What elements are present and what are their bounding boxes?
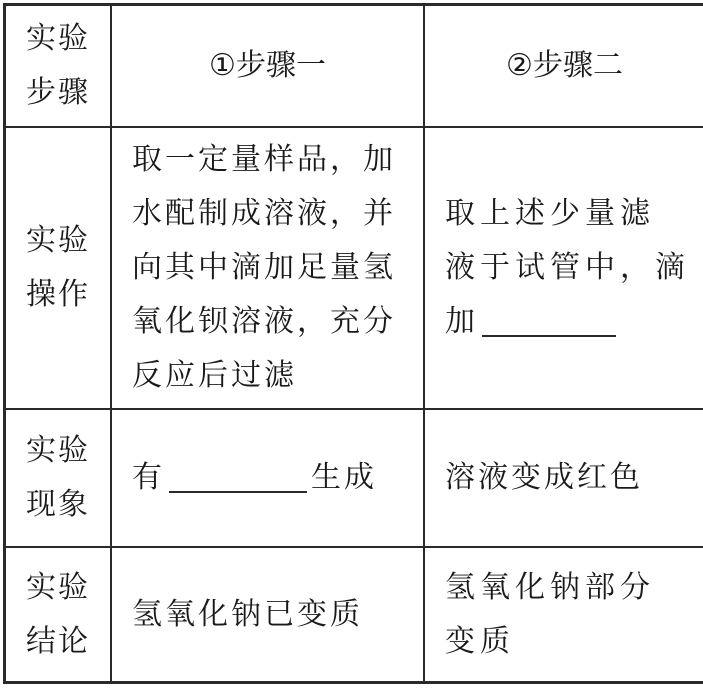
header-label-line2: 步骤 [26, 74, 90, 110]
operation-label-line2: 操作 [26, 276, 90, 312]
conclusion-row [5, 547, 703, 682]
header-label-line1: 实验 [26, 20, 90, 56]
precipitate-answer-blank[interactable] [169, 459, 307, 493]
header-row [5, 5, 703, 127]
reagent-answer-blank[interactable] [482, 303, 616, 337]
phenomenon-label-cell [5, 409, 112, 547]
step2-conclusion-line: 变质 [445, 623, 515, 659]
conclusion-label-line2: 结论 [26, 623, 90, 659]
step2-operation-line-with-blank [445, 295, 692, 349]
conclusion-label-line1: 实验 [26, 569, 90, 605]
step1-operation-line: 氧化钡溶液，充分 [132, 303, 396, 339]
step1-operation-line: 反应后过滤 [132, 357, 297, 393]
step2-header: ②步骤二 [424, 5, 703, 127]
step1-phenomenon-cell [111, 409, 424, 547]
step1-phenomenon-suffix: 生成 [311, 460, 377, 496]
step1-conclusion-cell: 氢氧化钠已变质 [111, 547, 424, 682]
step1-operation-line: 向其中滴加足量氢 [132, 249, 396, 285]
step2-operation-line: 液于试管中，滴 [445, 249, 690, 285]
step2-operation-line: 取上述少量滤 [445, 195, 655, 231]
step2-conclusion-line: 氢氧化钠部分 [445, 569, 655, 605]
step1-operation-cell [111, 127, 424, 409]
phenomenon-label-line1: 实验 [26, 433, 90, 469]
experiment-table [3, 3, 703, 684]
step1-operation-line: 水配制成溶液，并 [132, 195, 396, 231]
header-label-cell [5, 5, 112, 127]
step2-phenomenon-cell: 溶液变成红色 [424, 409, 703, 547]
step2-conclusion-cell [424, 547, 703, 682]
step1-phenomenon-prefix: 有 [132, 460, 165, 496]
phenomenon-label-line2: 现象 [26, 487, 90, 523]
operation-row [5, 127, 703, 409]
step1-operation-line: 取一定量样品，加 [132, 141, 396, 177]
phenomenon-row [5, 409, 703, 547]
operation-label-line1: 实验 [26, 222, 90, 258]
step2-operation-tail: 加 [445, 303, 480, 339]
step2-operation-cell [424, 127, 703, 409]
step1-header: ①步骤一 [111, 5, 424, 127]
conclusion-label-cell [5, 547, 112, 682]
operation-label-cell [5, 127, 112, 409]
